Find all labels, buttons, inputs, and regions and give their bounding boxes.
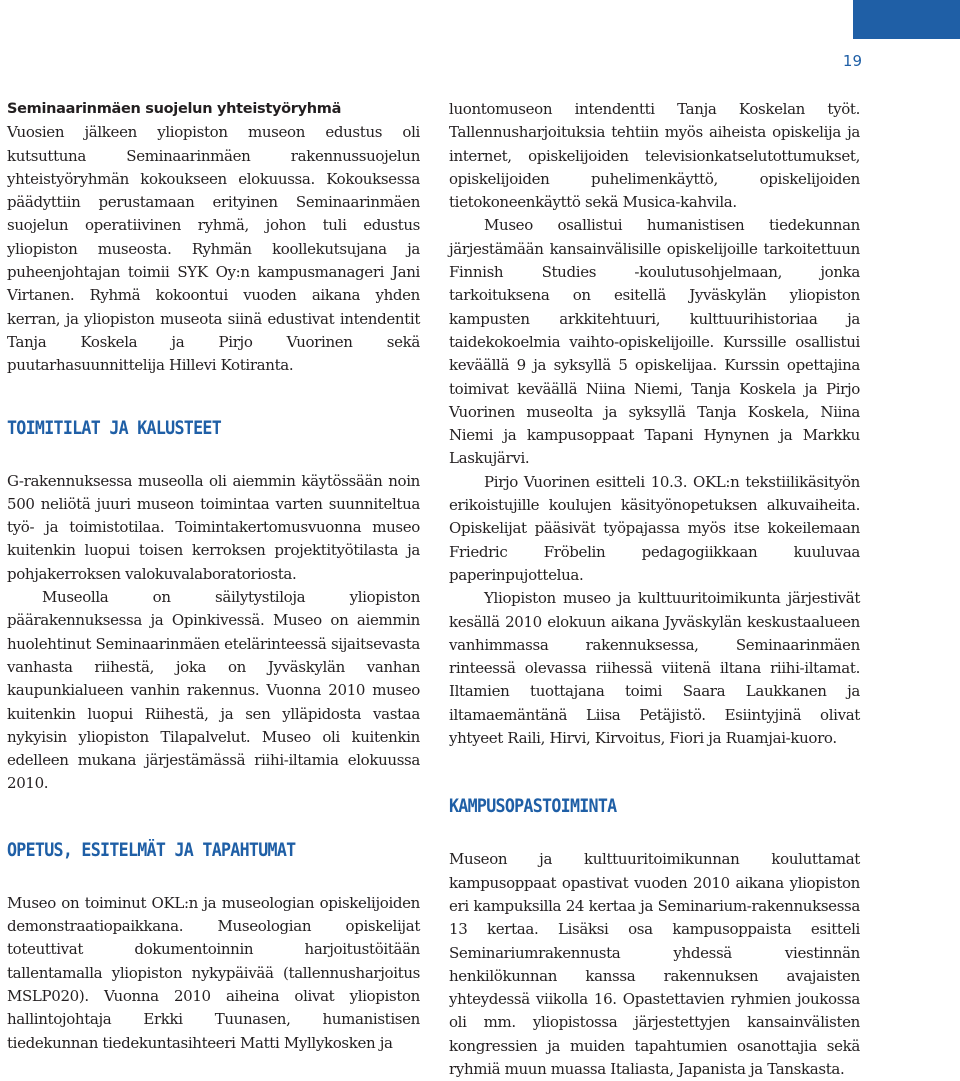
paragraph-finnish-studies: Museo osallistui humanistisen tiedekunnan järjestämään kansainvälisille opiskelijoille tarkoitettuun Finnish Studies -koulutusohjelmaan, jonka tarkoituksena on esitellä Jyväskylän yliopiston kampusten arkkitehtuuri, kulttuurihistoriaa ja taidekokoelmia vaihto-opiskelijoille. Kurssille osallistui keväällä 9 ja syksyllä 5 opiskelijaa. Kurssin opettajina toimivat keväällä Niina Niemi, Tanja Koskela ja Pirjo Vuorinen museolta ja syksyllä Tanja Koskela, Niina Niemi ja kampusoppaat Tapani Hynynen ja Markku Laskujärvi. <box>449 216 860 468</box>
left-column <box>7 98 420 1055</box>
paragraph-opetus-1: Museo on toiminut OKL:n ja museologian opiskelijoiden demonstraatiopaikkana. Museologian opiskelijat toteuttivat dokumentoinnin harjoitustöitään tallentamalla yliopiston nykypäivää (tallennusharjoitus MSLP020). Vuonna 2010 aiheina olivat yliopiston hallintojohtaja Erkki Tuunasen, humanistisen tiedekunnan tiedekuntasihteeri Matti Myllykosken ja <box>7 893 420 1052</box>
page-number: 19 <box>842 52 862 70</box>
paragraph-kampusopastoiminta: Museon ja kulttuuritoimikunnan kouluttamat kampusoppaat opastivat vuoden 2010 aikana yliopiston eri kampuksilla 24 kertaa ja Seminarium-rakennuksessa 13 kertaa. Lisäksi osa kampusoppaista esitteli Seminariumrakennusta yhdessä viestinnän henkilökunnan kanssa rakennuksen avajaisten yhteydessä viikolla 16. Opastettavien ryhmien joukossa oli mm. yliopistossa järjestettyjen kansainvälisten kongressien ja muiden tapahtumien osanottajia sekä ryhmiä muun muassa Italiasta, Japanista ja Tanskasta. <box>449 850 860 1078</box>
section-heading-toimitilat: TOIMITILAT JA KALUSTEET <box>7 417 222 439</box>
section-heading-kampusopastoiminta: KAMPUSOPASTOIMINTA <box>449 796 617 818</box>
paragraph-toimitilat-2: Museolla on säilytystiloja yliopiston päärakennuksessa ja Opinkivessä. Museo on aiemmin huolehtinut Seminaarinmäen etelärinteessä sijaitsevasta vanhasta riihestä, joka on Jyväskylän vanhan kaupunkialueen vanhin rakennus. Vuonna 2010 museo kuitenkin luopui Riihestä, ja sen ylläpidosta vastaa nykyisin yliopiston Tilapalvelut. Museo oli kuitenkin edelleen mukana järjestämässä riihi-iltamia elokuussa 2010. <box>7 588 420 793</box>
paragraph-seminaarinmaki: Vuosien jälkeen yliopiston museon edustus oli kutsuttuna Seminaarinmäen rakennussuojelun yhteistyöryhmän kokoukseen elokuussa. Kokouksessa päädyttiin perustamaan erityinen Seminaarinmäen suojelun operatiivinen ryhmä, johon tuli edustus yliopiston museosta. Ryhmän koollekutsujana ja puheenjohtajan toimii SYK Oy:n kampusmanageri Jani Virtanen. Ryhmä kokoontui vuoden aikana yhden kerran, ja yliopiston museota siinä edustivat intendentit Tanja Koskela ja Pirjo Vuorinen sekä puutarhasuunnittelija Hillevi Kotiranta. <box>7 123 420 375</box>
corner-accent-bar <box>853 0 960 39</box>
paragraph-opetus-continued: luontomuseon intendentti Tanja Koskelan työt. Tallennusharjoituksia tehtiin myös aiheista opiskelija ja internet, opiskelijoiden televisionkatselutottumukset, opiskelijoiden puhelimenkäyttö, opiskelijoiden tietokoneenkäyttö sekä Musica-kahvila. <box>449 100 860 212</box>
paragraph-kasityo: Pirjo Vuorinen esitteli 10.3. OKL:n tekstiilikäsityön erikoistujille koulujen käsityönopetuksen alkuvaiheita. Opiskelijat pääsivät työpajassa myös itse kokeilemaan Friedric Fröbelin pedagogiikkaan kuuluvaa paperinpujottelua. <box>449 472 860 584</box>
right-column <box>449 98 860 1081</box>
subheading-seminaarinmaki: Seminaarinmäen suojelun yhteistyöryhmä <box>7 101 342 117</box>
paragraph-toimitilat-1: G-rakennuksessa museolla oli aiemmin käytössään noin 500 neliötä juuri museon toimintaa varten suunniteltua työ- ja toimistotilaa. Toimintakertomusvuonna museo kuitenkin luopui toisen kerroksen projektityötilasta ja pohjakerroksen valokuvalaboratoriosta. <box>7 471 420 583</box>
paragraph-riihi-iltamat: Yliopiston museo ja kulttuuritoimikunta järjestivät kesällä 2010 elokuun aikana Jyväskylän keskustaalueen vanhimmassa rakennuksessa, Seminaarinmäen rinteessä olevassa riihessä viitenä iltana riihi-iltamat. Iltamien tuottajana toimi Saara Laukkanen ja iltamaemäntänä Liisa Petäjistö. Esiintyjinä olivat yhtyeet Raili, Hirvi, Kirvoitus, Fiori ja Ruamjai-kuoro. <box>449 589 860 748</box>
section-heading-opetus: OPETUS, ESITELMÄT JA TAPAHTUMAT <box>7 839 296 861</box>
